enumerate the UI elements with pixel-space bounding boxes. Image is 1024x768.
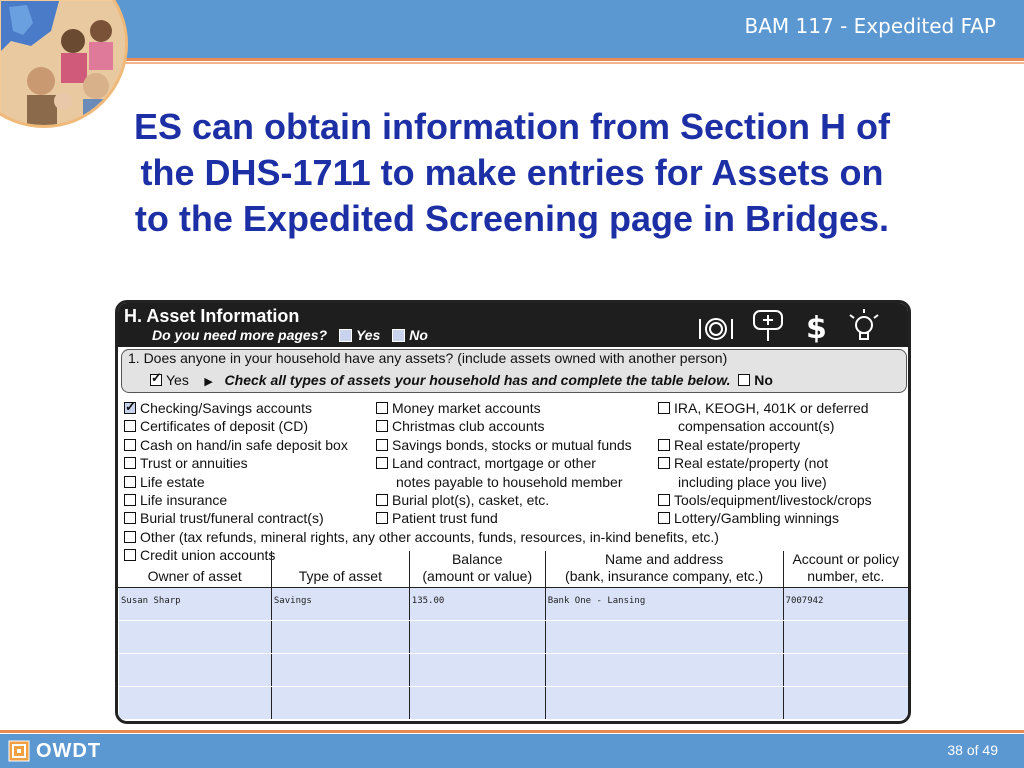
asset-option <box>658 509 872 527</box>
asset-option <box>376 399 632 417</box>
asset-checkbox[interactable] <box>658 439 670 451</box>
account-cell[interactable] <box>783 687 908 720</box>
balance-cell[interactable]: 135.00 <box>409 588 545 621</box>
asset-checkbox[interactable] <box>376 420 388 432</box>
q1-no-label: No <box>754 372 773 388</box>
asset-column-3 <box>658 399 872 528</box>
plate-icon <box>700 319 732 339</box>
header-line: Name and address <box>604 551 724 567</box>
asset-label: IRA, KEOGH, 401K or deferred <box>674 400 869 416</box>
balance-cell[interactable] <box>409 654 545 687</box>
asset-label: Life estate <box>140 473 205 490</box>
q1-yes-label: Yes <box>166 372 189 388</box>
more-pages-label: Do you need more pages? <box>152 327 328 343</box>
type-cell[interactable] <box>271 687 409 720</box>
asset-label-continuation: compensation account(s) <box>678 418 835 435</box>
asset-checkbox[interactable] <box>658 512 670 524</box>
svg-text:$: $ <box>806 311 827 345</box>
header-title: BAM 117 - Expedited FAP <box>744 14 996 38</box>
slide-title-line: to the Expedited Screening page in Bridges. <box>134 198 890 239</box>
owdt-logo <box>8 738 101 764</box>
name-address-cell[interactable] <box>545 621 783 654</box>
asset-checkbox[interactable] <box>376 494 388 506</box>
balance-cell[interactable] <box>409 687 545 720</box>
name-address-cell[interactable] <box>545 654 783 687</box>
asset-label: Trust or annuities <box>140 455 248 472</box>
asset-column-2 <box>376 399 632 528</box>
asset-label: Real estate/property <box>674 436 801 453</box>
asset-checkbox[interactable] <box>124 512 136 524</box>
table-row <box>119 621 909 654</box>
q1-yes-checkbox[interactable] <box>150 374 162 386</box>
name-address-cell[interactable]: Bank One - Lansing <box>545 588 783 621</box>
dollar-icon <box>806 311 827 345</box>
header-line: Owner of asset <box>147 568 242 584</box>
asset-checkbox[interactable] <box>376 457 388 469</box>
asset-option <box>376 417 632 435</box>
asset-label: Lottery/Gambling winnings <box>674 510 839 527</box>
owner-cell[interactable] <box>119 687 272 720</box>
asset-option <box>124 528 719 546</box>
lightbulb-icon <box>850 309 878 339</box>
medical-icon <box>754 311 782 341</box>
col-owner-header <box>119 551 272 588</box>
asset-checkbox[interactable] <box>124 420 136 432</box>
form-icons <box>694 305 894 345</box>
question-1-text: 1. Does anyone in your household have any assets? (include assets owned with another person) <box>128 350 728 366</box>
asset-checkbox[interactable] <box>124 494 136 506</box>
asset-checkbox[interactable] <box>376 402 388 414</box>
q1-no-checkbox[interactable] <box>738 374 750 386</box>
col-account-header <box>783 551 908 588</box>
type-cell[interactable] <box>271 621 409 654</box>
header-line: (bank, insurance company, etc.) <box>565 568 764 584</box>
asset-label: Other (tax refunds, mineral rights, any other accounts, funds, resources, in-kind benefits, etc.) <box>140 528 719 545</box>
asset-option <box>658 491 872 509</box>
footer-bar <box>0 734 1024 768</box>
current-page: 38 <box>947 742 963 758</box>
account-cell[interactable] <box>783 621 908 654</box>
more-pages-question <box>152 327 428 343</box>
slide-title-line: ES can obtain information from Section H of <box>133 106 891 147</box>
asset-label: Money market accounts <box>392 400 541 416</box>
asset-information-form <box>115 300 911 724</box>
asset-label-continuation: including place you live) <box>678 473 827 490</box>
more-pages-no-label: No <box>409 327 428 343</box>
table-row <box>119 588 909 621</box>
owdt-brand-text: OWDT <box>36 739 102 762</box>
asset-checkbox[interactable] <box>376 512 388 524</box>
asset-label: Burial trust/funeral contract(s) <box>140 510 324 527</box>
asset-option <box>658 436 872 454</box>
asset-checkbox[interactable] <box>658 457 670 469</box>
header-line: (amount or value) <box>422 568 533 584</box>
owner-cell[interactable] <box>119 654 272 687</box>
asset-table <box>118 551 908 720</box>
col-name-address-header <box>545 551 783 588</box>
asset-checkbox[interactable] <box>124 476 136 488</box>
asset-label: Credit union accounts <box>140 547 276 564</box>
more-pages-yes-label: Yes <box>355 327 381 343</box>
table-row <box>119 687 909 720</box>
owner-cell[interactable] <box>119 621 272 654</box>
section-title: H. Asset Information <box>124 306 300 326</box>
asset-label: Land contract, mortgage or other <box>392 455 596 472</box>
asset-option <box>376 509 632 527</box>
type-cell[interactable] <box>271 654 409 687</box>
form-section-header <box>118 303 908 347</box>
header-line: Type of asset <box>298 568 382 584</box>
asset-checkbox[interactable] <box>124 402 136 414</box>
asset-option <box>376 454 632 472</box>
account-cell[interactable]: 7007942 <box>783 588 908 621</box>
asset-label: Certificates of deposit (CD) <box>140 418 309 435</box>
asset-option <box>658 454 872 472</box>
header-line: Account or policy <box>792 551 900 567</box>
slide-title-line: the DHS-1711 to make entries for Assets on <box>140 152 884 193</box>
col-type-header <box>271 551 409 588</box>
type-cell[interactable]: Savings <box>271 588 409 621</box>
table-row <box>119 654 909 687</box>
table-header-row <box>119 551 909 588</box>
asset-label: Burial plot(s), casket, etc. <box>392 492 550 509</box>
balance-cell[interactable] <box>409 621 545 654</box>
asset-label: Tools/equipment/livestock/crops <box>674 492 872 509</box>
question-1-box <box>121 349 907 393</box>
asset-option <box>658 399 872 417</box>
asset-option <box>376 491 632 509</box>
asset-checkbox[interactable] <box>124 439 136 451</box>
asset-label: Patient trust fund <box>392 510 498 527</box>
asset-checkbox[interactable] <box>658 494 670 506</box>
header-divider-thin <box>0 62 1024 64</box>
q1-instruction: Check all types of assets your household has and complete the table below. <box>224 372 731 388</box>
more-pages-no-checkbox <box>392 329 405 342</box>
asset-checkbox[interactable] <box>124 457 136 469</box>
name-address-cell[interactable] <box>545 687 783 720</box>
asset-checkbox[interactable] <box>124 531 136 543</box>
asset-label-continuation: notes payable to household member <box>396 473 623 490</box>
owner-cell[interactable]: Susan Sharp <box>119 588 272 621</box>
asset-label: Life insurance <box>140 492 228 509</box>
account-cell[interactable] <box>783 654 908 687</box>
header-bar <box>0 0 1024 58</box>
asset-label: Real estate/property (not <box>674 455 829 472</box>
header-line: Balance <box>451 551 503 567</box>
asset-option <box>376 436 632 454</box>
more-pages-yes-checkbox <box>339 329 352 342</box>
col-balance-header <box>409 551 545 588</box>
asset-checkbox[interactable] <box>658 402 670 414</box>
page-number <box>947 742 998 758</box>
total-pages: of 49 <box>966 742 998 758</box>
arrow-right-icon: ▶ <box>204 376 213 388</box>
asset-label: Cash on hand/in safe deposit box <box>140 436 348 453</box>
footer-divider <box>0 730 1024 733</box>
owdt-logo-icon <box>8 740 30 762</box>
header-line: number, etc. <box>807 568 885 584</box>
header-divider <box>0 58 1024 61</box>
asset-label: Christmas club accounts <box>392 418 545 435</box>
asset-label: Savings bonds, stocks or mutual funds <box>392 436 632 453</box>
question-1-answer <box>150 372 773 388</box>
slide-title <box>70 104 954 242</box>
asset-checkbox[interactable] <box>376 439 388 451</box>
asset-label: Checking/Savings accounts <box>140 400 312 416</box>
